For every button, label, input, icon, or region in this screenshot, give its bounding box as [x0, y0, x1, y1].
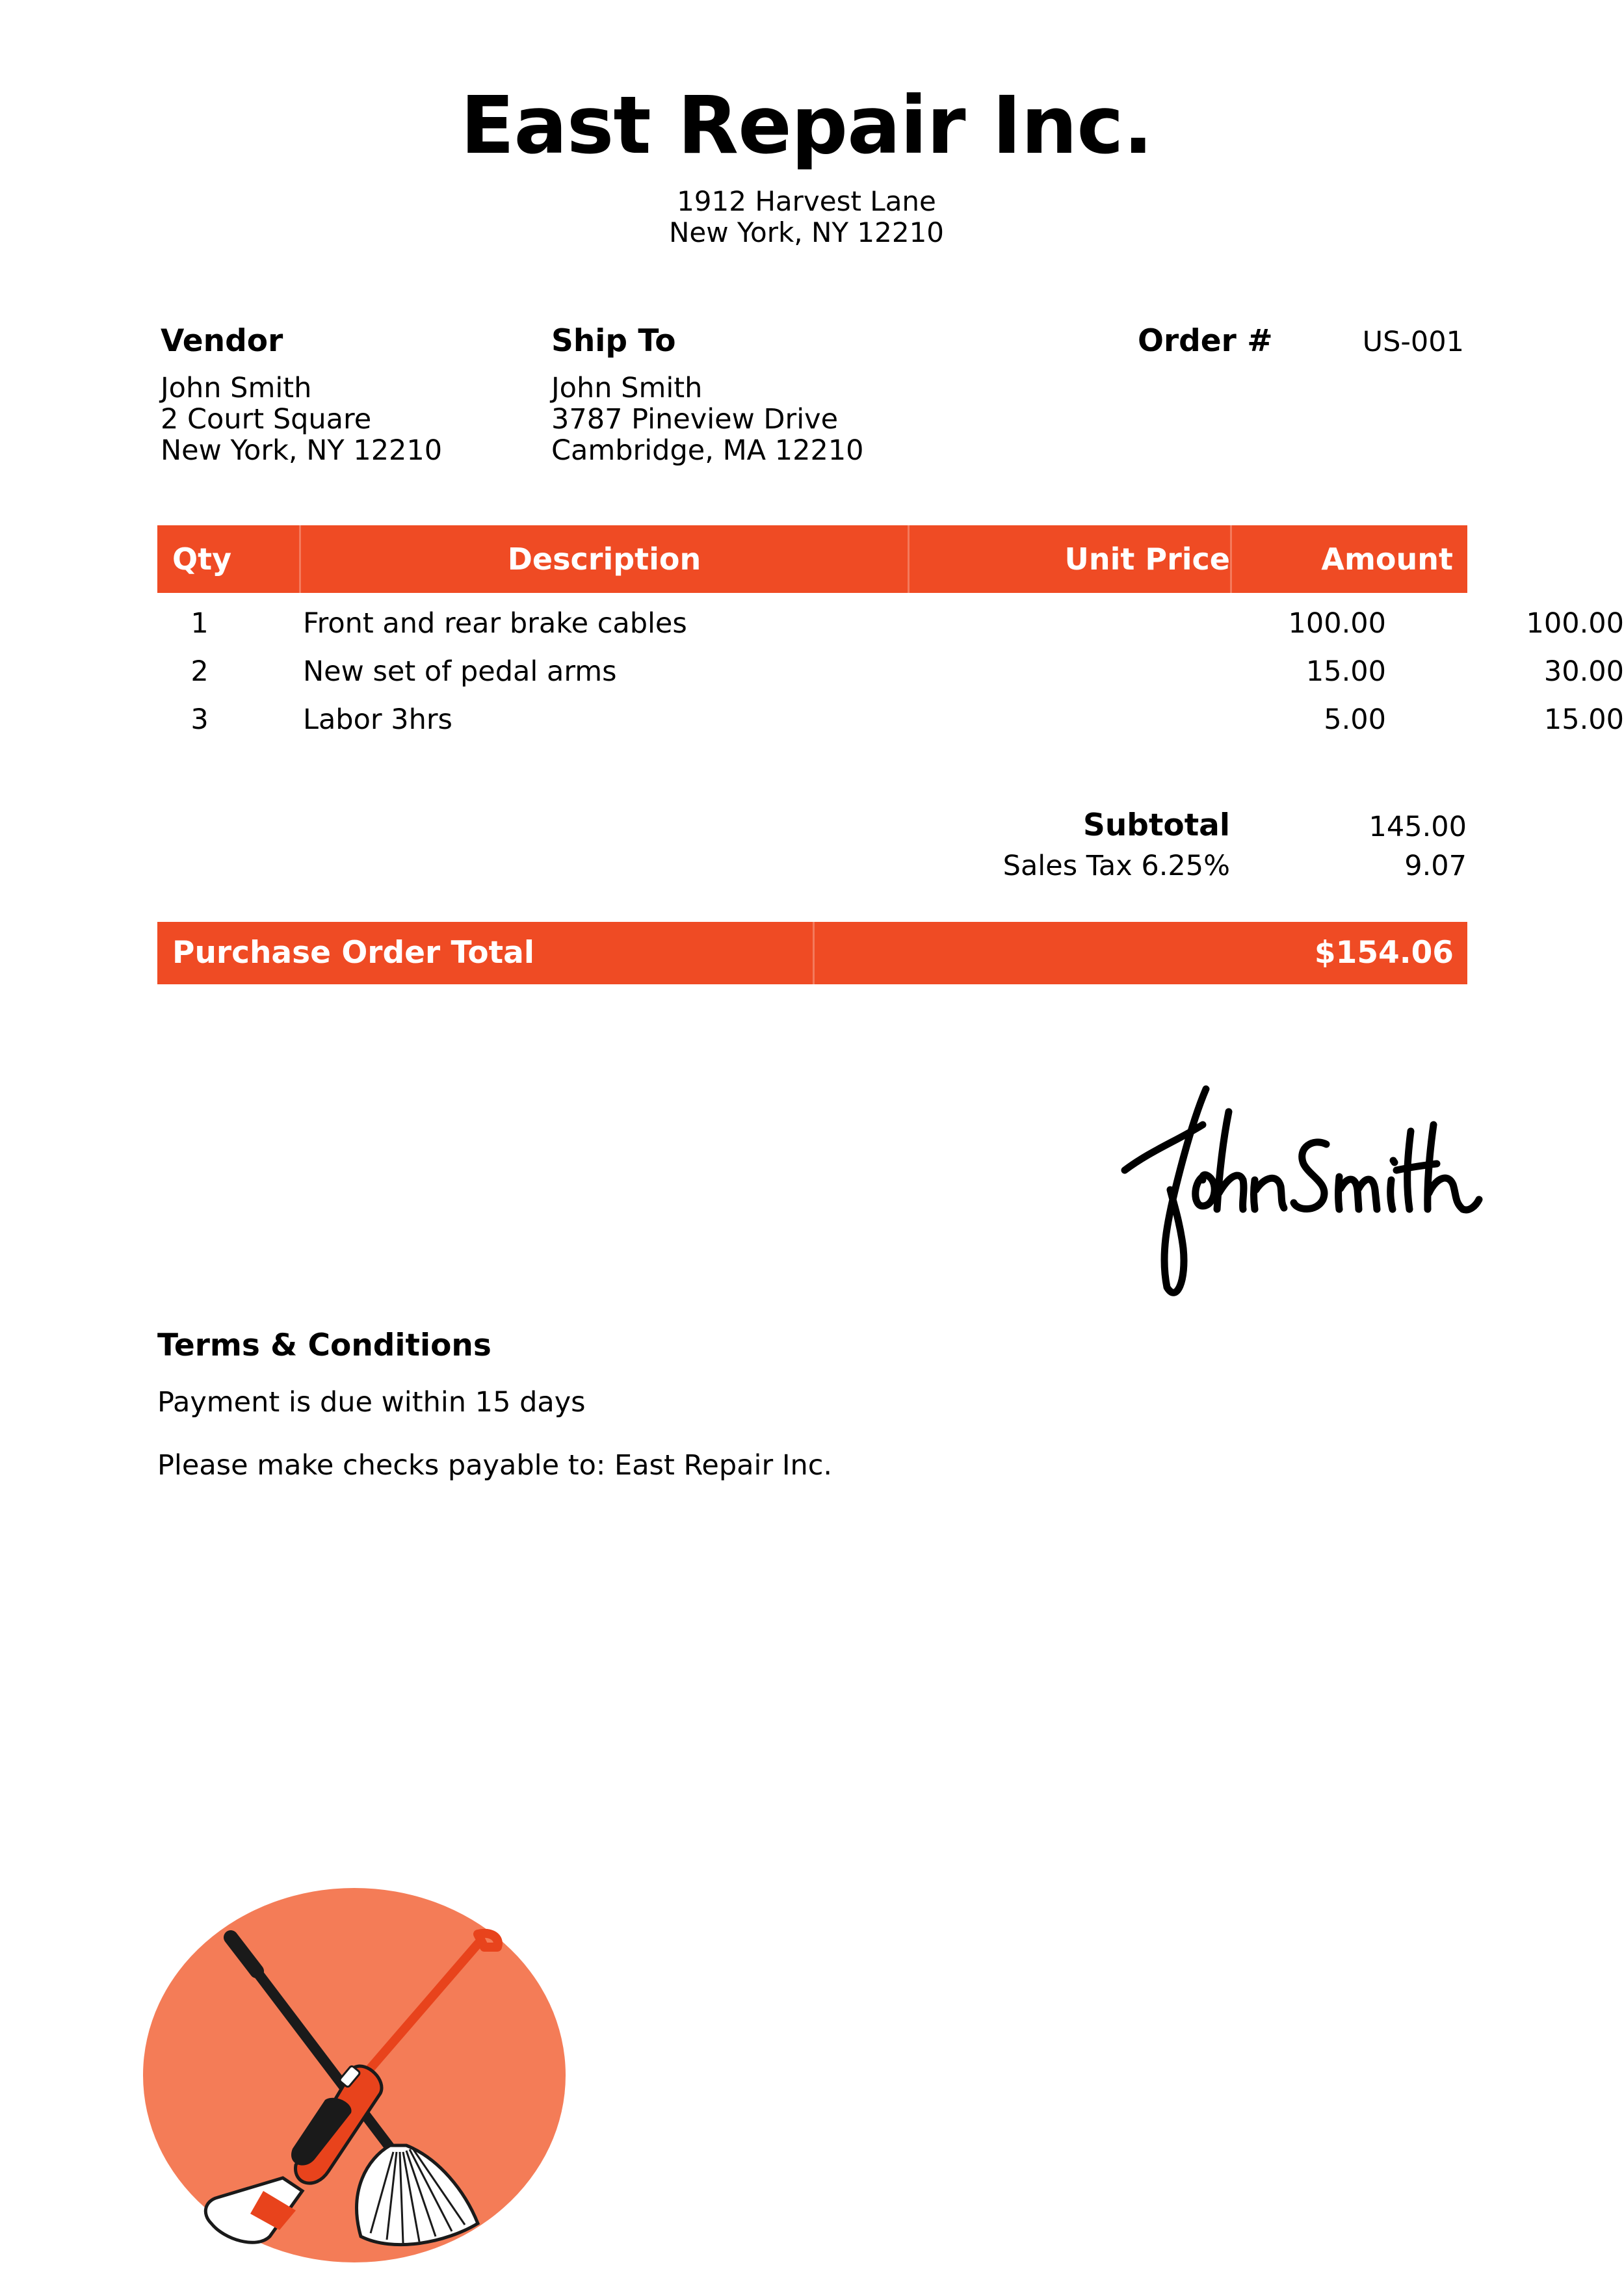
ship-to-name: John Smith	[551, 372, 703, 404]
vendor-address-line1: 2 Court Square	[161, 403, 372, 436]
ship-to-address-line1: 3787 Pineview Drive	[551, 403, 839, 436]
row-unit-price: 100.00	[1288, 607, 1386, 640]
sales-tax-label: Sales Tax 6.25%	[1002, 850, 1230, 882]
table-header-description: Description	[507, 542, 701, 577]
row-description: Labor 3hrs	[303, 703, 452, 736]
order-number-value: US-001	[1362, 326, 1464, 358]
vendor-name: John Smith	[161, 372, 312, 404]
row-qty: 1	[190, 607, 209, 640]
table-row	[157, 696, 1624, 744]
row-unit-price: 5.00	[1324, 703, 1386, 736]
vacuum-and-mop-logo-icon	[140, 1885, 569, 2266]
terms-line2: Please make checks payable to: East Repair Inc.	[157, 1449, 833, 1482]
terms-title: Terms & Conditions	[157, 1328, 491, 1363]
table-row	[157, 648, 1624, 696]
row-amount: 30.00	[1543, 655, 1624, 688]
company-name: East Repair Inc.	[460, 79, 1153, 172]
row-qty: 3	[190, 703, 209, 736]
row-qty: 2	[190, 655, 209, 688]
row-unit-price: 15.00	[1305, 655, 1386, 688]
table-row	[157, 599, 1624, 648]
total-bar-divider	[813, 922, 815, 984]
total-value: $154.06	[1314, 935, 1454, 971]
table-header-amount: Amount	[1321, 542, 1453, 577]
row-description: Front and rear brake cables	[303, 607, 687, 640]
row-amount: 15.00	[1543, 703, 1624, 736]
total-label: Purchase Order Total	[172, 935, 534, 971]
table-header-unit-price: Unit Price	[1064, 542, 1230, 577]
subtotal-value: 145.00	[1369, 811, 1467, 843]
sales-tax-value: 9.07	[1404, 850, 1467, 882]
row-description: New set of pedal arms	[303, 655, 617, 688]
ship-to-label: Ship To	[551, 323, 676, 359]
order-number-label: Order #	[1138, 323, 1273, 359]
ship-to-address-line2: Cambridge, MA 12210	[551, 434, 864, 467]
row-amount: 100.00	[1526, 607, 1624, 640]
terms-line1: Payment is due within 15 days	[157, 1386, 586, 1419]
table-header-qty: Qty	[172, 542, 232, 577]
company-address-line2: New York, NY 12210	[668, 216, 945, 248]
vendor-address-line2: New York, NY 12210	[161, 434, 443, 467]
company-address-line1: 1912 Harvest Lane	[677, 185, 936, 217]
signature-image	[1105, 1073, 1482, 1313]
vendor-label: Vendor	[161, 323, 283, 359]
subtotal-label: Subtotal	[1082, 807, 1230, 843]
